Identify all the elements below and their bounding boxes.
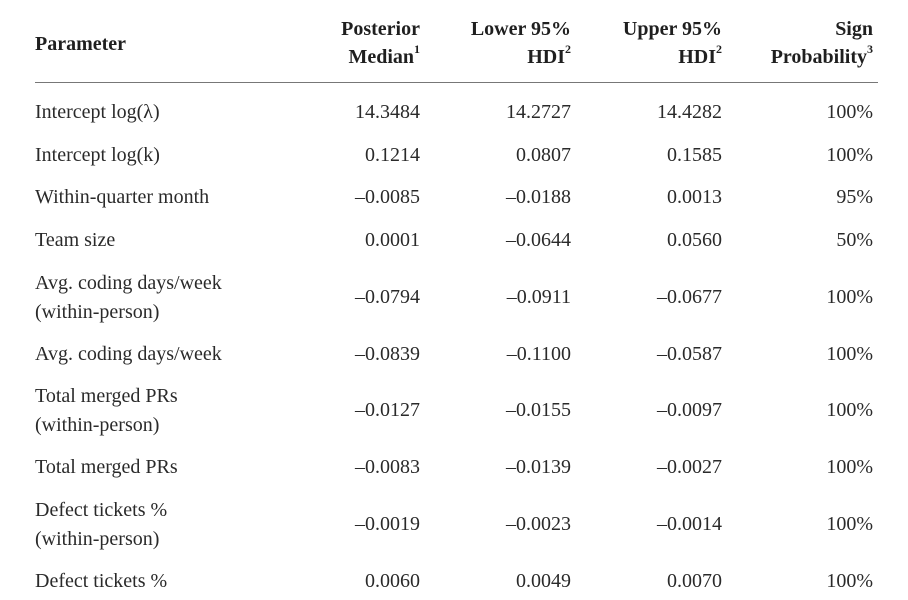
- parameter-name: Avg. coding days/week: [35, 343, 222, 365]
- header-posterior-footnote: 1: [414, 42, 420, 57]
- parameter-name: Defect tickets %: [35, 570, 168, 592]
- upper-hdi-value: 0.1585: [667, 144, 722, 166]
- sign-probability-value: 95%: [836, 186, 873, 208]
- sign-probability-value: 100%: [826, 513, 873, 535]
- upper-hdi-value: –0.0027: [657, 456, 722, 478]
- header-sign-line2: [740, 43, 873, 71]
- header-upper-line1: Upper 95%: [622, 18, 722, 40]
- header-posterior-line2: [300, 43, 420, 71]
- lower-hdi-value: 0.0807: [516, 144, 571, 166]
- posterior-median-value: –0.0127: [355, 399, 420, 421]
- header-lower-line1: Lower 95%: [470, 18, 571, 40]
- parameter-name: Total merged PRs: [35, 456, 178, 478]
- sign-probability-value: 100%: [826, 343, 873, 365]
- header-upper-footnote: 2: [716, 42, 722, 57]
- sign-probability-value: 100%: [826, 456, 873, 478]
- posterior-median-value: –0.0839: [355, 343, 420, 365]
- row-parameter: [35, 496, 315, 554]
- posterior-median-value: 0.0060: [365, 570, 420, 592]
- posterior-median-value: –0.0083: [355, 456, 420, 478]
- header-upper-text: HDI: [678, 46, 716, 68]
- sign-probability-value: 100%: [826, 286, 873, 308]
- row-parameter: [35, 382, 315, 440]
- header-sign-text: Probability: [770, 46, 867, 68]
- header-lower-text: HDI: [527, 46, 565, 68]
- lower-hdi-value: –0.0139: [506, 456, 571, 478]
- parameter-qualifier: (within-person): [35, 414, 160, 436]
- header-posterior-median: [300, 15, 420, 71]
- header-divider: [35, 82, 878, 83]
- header-sign-line1: Sign: [835, 18, 873, 40]
- sign-probability-value: 100%: [826, 144, 873, 166]
- sign-probability-value: 100%: [826, 101, 873, 123]
- header-upper-line2: [600, 43, 722, 71]
- parameter-name: Total merged PRs: [35, 385, 178, 407]
- row-parameter: [35, 340, 315, 369]
- header-parameter-label: Parameter: [35, 33, 127, 55]
- posterior-median-value: 0.1214: [365, 144, 420, 166]
- posterior-median-value: –0.0019: [355, 513, 420, 535]
- upper-hdi-value: 14.4282: [657, 101, 722, 123]
- lower-hdi-value: –0.0155: [506, 399, 571, 421]
- posterior-median-value: –0.0794: [355, 286, 420, 308]
- header-lower-hdi: [450, 15, 571, 71]
- header-lower-line2: [450, 43, 571, 71]
- lower-hdi-value: –0.0023: [506, 513, 571, 535]
- row-parameter: [35, 226, 315, 255]
- lower-hdi-value: –0.0911: [506, 286, 571, 308]
- lower-hdi-value: –0.0188: [506, 186, 571, 208]
- parameter-name: Within-quarter month: [35, 186, 210, 208]
- posterior-median-value: 14.3484: [355, 101, 420, 123]
- lower-hdi-value: 0.0049: [516, 570, 571, 592]
- header-parameter: [35, 30, 126, 58]
- upper-hdi-value: 0.0070: [667, 570, 722, 592]
- upper-hdi-value: –0.0014: [657, 513, 722, 535]
- sign-probability-value: 100%: [826, 399, 873, 421]
- row-parameter: [35, 269, 315, 327]
- header-posterior-line1: Posterior: [341, 18, 420, 40]
- header-lower-footnote: 2: [565, 42, 571, 57]
- header-sign-probability: [740, 15, 873, 71]
- header-sign-footnote: 3: [867, 42, 873, 57]
- parameter-name: Intercept log(λ): [35, 101, 160, 123]
- row-parameter: [35, 567, 315, 596]
- sign-probability-value: 100%: [826, 570, 873, 592]
- parameter-name: Defect tickets %: [35, 499, 168, 521]
- header-posterior-text: Median: [348, 46, 414, 68]
- parameter-qualifier: (within-person): [35, 528, 160, 550]
- parameter-qualifier: (within-person): [35, 301, 160, 323]
- row-parameter: [35, 98, 315, 127]
- row-parameter: [35, 183, 315, 212]
- row-parameter: [35, 453, 315, 482]
- upper-hdi-value: –0.0587: [657, 343, 722, 365]
- posterior-median-value: –0.0085: [355, 186, 420, 208]
- sign-probability-value: 50%: [836, 229, 873, 251]
- parameter-name: Avg. coding days/week: [35, 272, 222, 294]
- parameter-name: Intercept log(k): [35, 144, 160, 166]
- posterior-median-value: 0.0001: [365, 229, 420, 251]
- upper-hdi-value: –0.0677: [657, 286, 722, 308]
- lower-hdi-value: –0.1100: [506, 343, 571, 365]
- lower-hdi-value: 14.2727: [506, 101, 571, 123]
- parameter-name: Team size: [35, 229, 116, 251]
- lower-hdi-value: –0.0644: [506, 229, 571, 251]
- row-parameter: [35, 141, 315, 170]
- upper-hdi-value: 0.0013: [667, 186, 722, 208]
- upper-hdi-value: –0.0097: [657, 399, 722, 421]
- header-upper-hdi: [600, 15, 722, 71]
- upper-hdi-value: 0.0560: [667, 229, 722, 251]
